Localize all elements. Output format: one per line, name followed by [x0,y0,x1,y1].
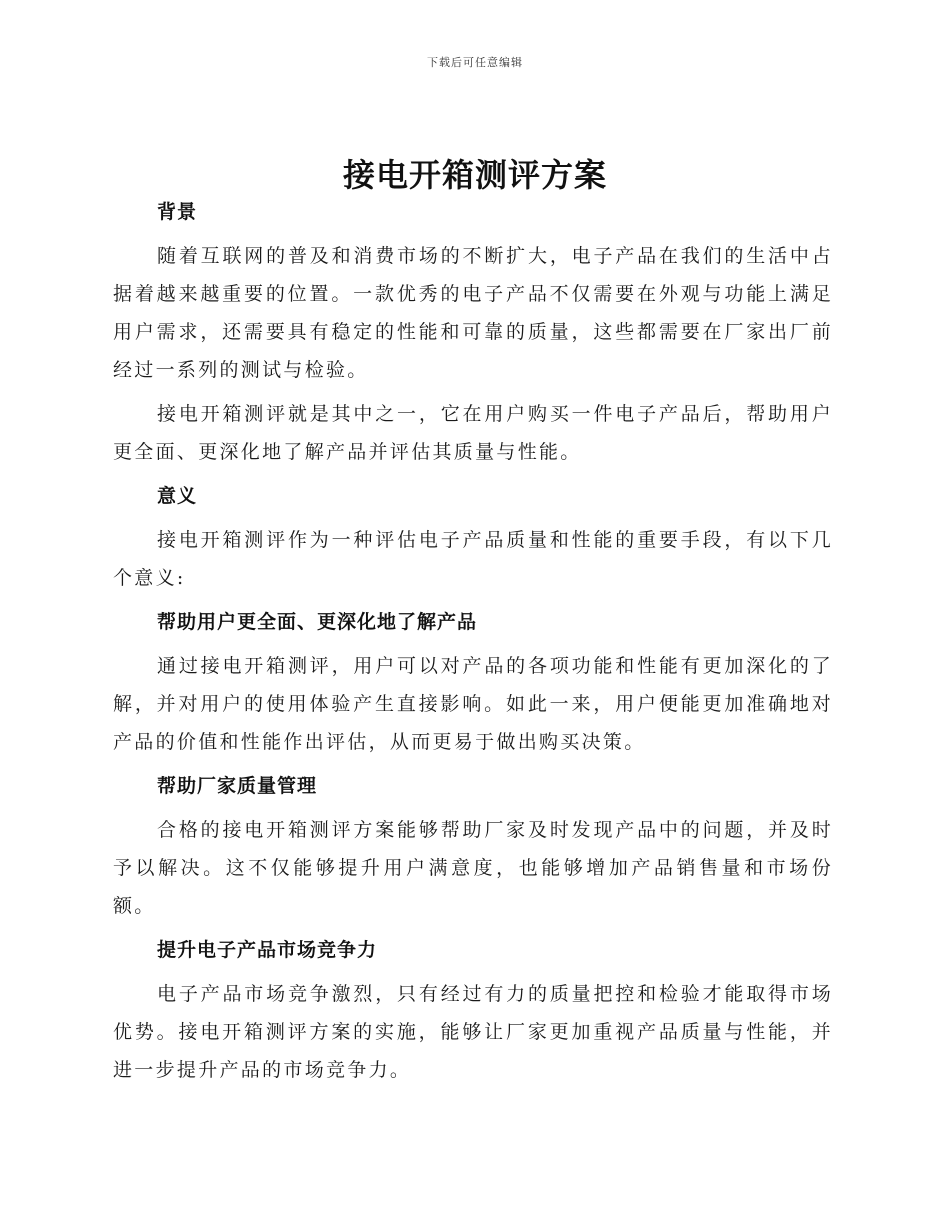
paragraph-background-2: 接电开箱测评就是其中之一，它在用户购买一件电子产品后，帮助用户更全面、更深化地了解产品并评估其质量与性能。 [113,403,833,463]
paragraph-quality-management: 合格的接电开箱测评方案能够帮助厂家及时发现产品中的问题，并及时予以解决。这不仅能够提升用户满意度，也能够增加产品销售量和市场份额。 [113,819,833,917]
document-body [113,193,833,1095]
paragraph-competitiveness: 电子产品市场竞争激烈，只有经过有力的质量把控和检验才能取得市场优势。接电开箱测评方案的实施，能够让厂家更加重视产品质量与性能，并进一步提升产品的市场竞争力。 [113,983,833,1081]
subheading-quality-management: 帮助厂家质量管理 [157,775,318,797]
header-note: 下载后可任意编辑 [427,56,523,69]
subheading-help-users: 帮助用户更全面、更深化地了解产品 [157,611,478,633]
subheading-competitiveness: 提升电子产品市场竞争力 [157,939,378,961]
paragraph-help-users: 通过接电开箱测评，用户可以对产品的各项功能和性能有更加深化的了解，并对用户的使用体验产生直接影响。如此一来，用户便能更加准确地对产品的价值和性能作出评估，从而更易于做出购买决策。 [113,655,833,753]
paragraph-background-1: 随着互联网的普及和消费市场的不断扩大，电子产品在我们的生活中占据着越来越重要的位置。一款优秀的电子产品不仅需要在外观与功能上满足用户需求，还需要具有稳定的性能和可靠的质量，这些都需要在厂家出厂前经过一系列的测试与检验。 [113,245,833,381]
section-heading-significance: 意义 [157,485,198,507]
paragraph-significance-intro: 接电开箱测评作为一种评估电子产品质量和性能的重要手段，有以下几个意义: [113,529,833,589]
section-heading-background: 背景 [157,201,198,223]
document-title: 接电开箱测评方案 [342,156,607,194]
